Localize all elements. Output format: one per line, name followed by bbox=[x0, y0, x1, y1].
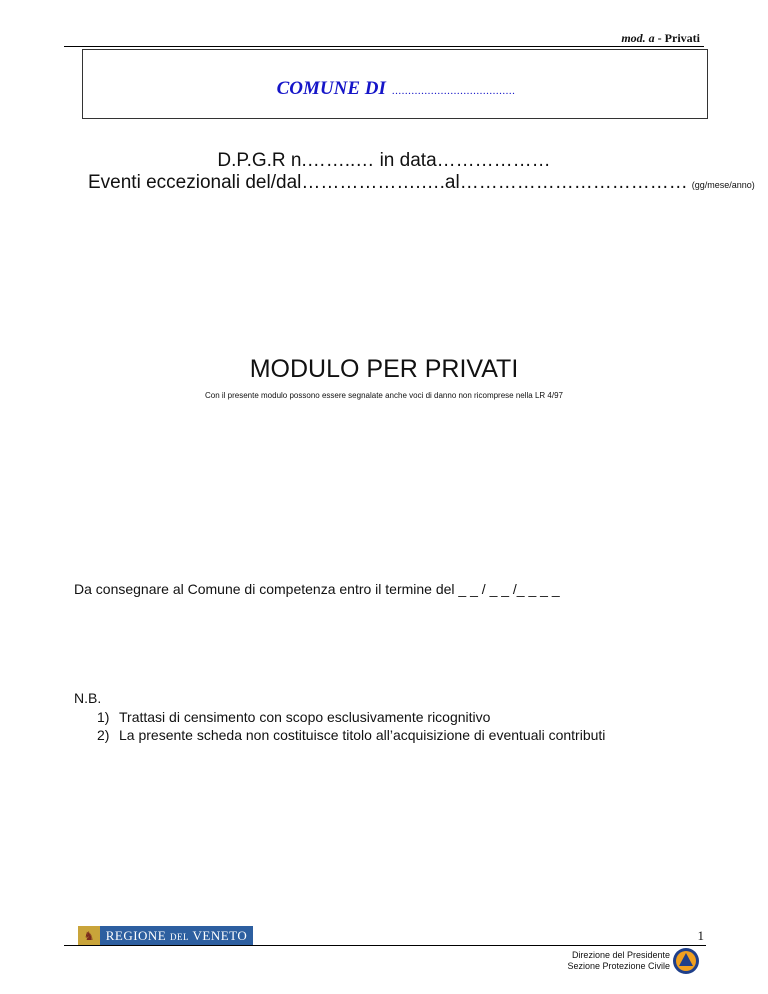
lion-emblem-icon: ♞ bbox=[78, 926, 100, 946]
page-number: 1 bbox=[697, 928, 704, 943]
regione-veneto-logo bbox=[78, 926, 253, 946]
notes-label: N.B. bbox=[74, 690, 102, 706]
events-period-line bbox=[88, 172, 755, 194]
footer-divider bbox=[64, 945, 706, 946]
date-format-hint: (gg/mese/anno) bbox=[691, 180, 755, 190]
decree-line: D.P.G.R n.……..… in data……………… bbox=[217, 150, 551, 171]
note-item: 2) La presente scheda non costituisce titolo all’acquisizione di eventuali contributi bbox=[97, 727, 606, 743]
note-item: 1) Trattasi di censimento con scopo esclusivamente ricognitivo bbox=[97, 709, 491, 725]
delivery-deadline: Da consegnare al Comune di competenza entro il termine del _ _ / _ _ /_ _ _ _ bbox=[74, 581, 560, 597]
civil-protection-icon bbox=[672, 947, 700, 975]
form-title: MODULO PER PRIVATI bbox=[249, 355, 519, 383]
form-code-label: mod. a - Privati bbox=[621, 31, 700, 45]
comune-blank: ...................................... bbox=[391, 85, 516, 97]
comune-title bbox=[83, 78, 709, 100]
events-period-text: Eventi eccezionali del/dal……………….….al……………………………… bbox=[88, 172, 688, 193]
header-divider bbox=[64, 46, 704, 47]
logo-wordmark: REGIONE DEL VENETO bbox=[105, 928, 248, 943]
comune-box bbox=[82, 49, 708, 119]
comune-label: COMUNE DI bbox=[276, 78, 386, 99]
form-subtitle: Con il presente modulo possono essere segnalate anche voci di danno non ricomprese nella LR 4/97 bbox=[204, 391, 563, 400]
department-label: Direzione del Presidente Sezione Protezione Civile bbox=[567, 950, 670, 971]
